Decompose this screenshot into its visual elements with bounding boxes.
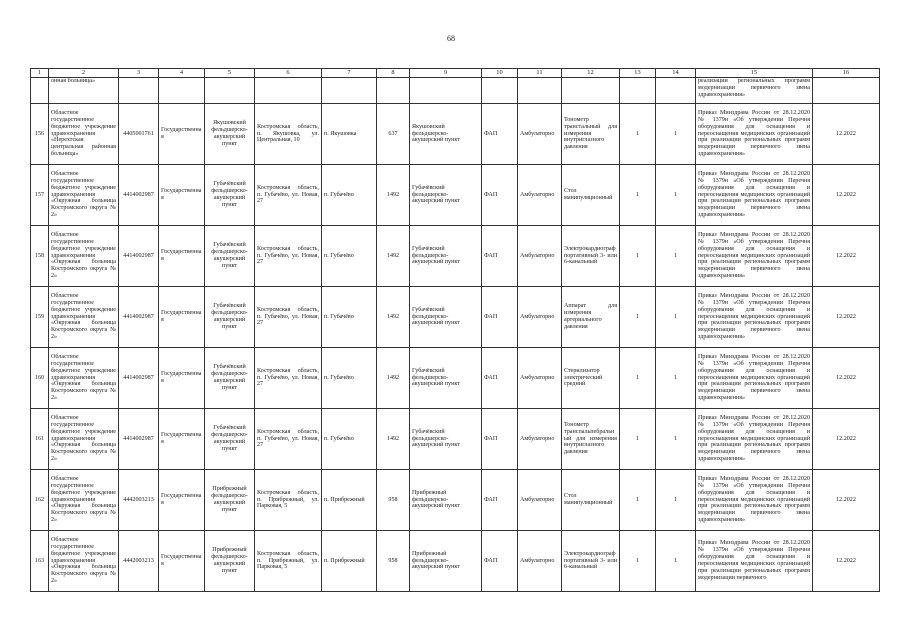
- equipment-name: Электрокардиограф портативный 3- или 6-канальный: [562, 531, 620, 592]
- facility-type: ФАП: [482, 226, 518, 287]
- organization-name: Областное государственное бюджетное учреждение здравоохранения «Нерехтская центральная районная больница»: [49, 104, 119, 165]
- quantity-col13: 1: [620, 409, 656, 470]
- continued-organization: онная больница»: [49, 78, 119, 104]
- settlement-name: п. Губачёво: [322, 287, 377, 348]
- population-count: 958: [377, 470, 410, 531]
- inn-code: 4442003213: [119, 531, 159, 592]
- row-number: 162: [31, 470, 49, 531]
- table-row: [31, 409, 880, 470]
- quantity-col14: 1: [656, 165, 696, 226]
- organization-name: Областное государственное бюджетное учреждение здравоохранения «Окружная больница Костромского округа № 2»: [49, 409, 119, 470]
- table-row: [31, 226, 880, 287]
- facility-building: Губачёвский фельдшерско-акушерский пункт: [205, 165, 255, 226]
- column-header-8: 8: [377, 69, 410, 78]
- delivery-date: 12.2022: [813, 409, 880, 470]
- organization-name: Областное государственное бюджетное учреждение здравоохранения «Окружная больница Костромского округа № 2»: [49, 226, 119, 287]
- facility-type: ФАП: [482, 287, 518, 348]
- quantity-col14: 1: [656, 226, 696, 287]
- ownership-form: Государственная: [159, 470, 205, 531]
- quantity-col13: 1: [620, 470, 656, 531]
- ownership-form: Государственная: [159, 287, 205, 348]
- facility-name: Прибрежный фельдшерско-акушерский пункт: [410, 531, 482, 592]
- row-number: 157: [31, 165, 49, 226]
- quantity-col14: 1: [656, 104, 696, 165]
- population-count: 1492: [377, 409, 410, 470]
- column-header-12: 12: [562, 69, 620, 78]
- organization-name: Областное государственное бюджетное учреждение здравоохранения «Окружная больница Костромского округа № 2»: [49, 287, 119, 348]
- care-type: Амбулаторно: [518, 348, 562, 409]
- table-row: [31, 470, 880, 531]
- facility-name: Губачёвский фельдшерско-акушерский пункт: [410, 287, 482, 348]
- table-body: [31, 69, 880, 592]
- equipment-name: Стол манипуляционный: [562, 470, 620, 531]
- column-header-6: 6: [255, 69, 322, 78]
- equipment-name: Тонометр транстальный для измерения внутриглазного давления: [562, 104, 620, 165]
- inn-code: 4414002987: [119, 165, 159, 226]
- table-row: [31, 165, 880, 226]
- facility-address: Костромская область, п. Прибрежный, ул. Парковая, 5: [255, 470, 322, 531]
- quantity-col14: 1: [656, 470, 696, 531]
- equipment-name: Стерилизатор электрический средний: [562, 348, 620, 409]
- continued-basis: реализации региональных программ модернизации первичного звена здравоохранения»: [696, 78, 813, 104]
- page-number: 68: [447, 34, 455, 43]
- quantity-col13: 1: [620, 165, 656, 226]
- column-header-10: 10: [482, 69, 518, 78]
- delivery-date: 12.2022: [813, 531, 880, 592]
- header-row: [31, 69, 880, 78]
- table-row: [31, 531, 880, 592]
- organization-name: Областное государственное бюджетное учреждение здравоохранения «Окружная больница Костромского округа № 2»: [49, 348, 119, 409]
- facility-building: Прибрежный фельдшерско-акушерский пункт: [205, 531, 255, 592]
- regulatory-basis: Приказ Минздрава России от 28.12.2020 № 1379н «Об утверждении Перечня оборудования для оснащения и переоснащения медицинских организаций при реализации региональных программ модернизации первичного звена здравоохранения»: [696, 104, 813, 165]
- population-count: 1492: [377, 287, 410, 348]
- facility-address: Костромская область, п. Прибрежный, ул. Парковая, 5: [255, 531, 322, 592]
- inn-code: 4442003213: [119, 470, 159, 531]
- facility-name: Якушовский фельдшерско-акушерский пункт: [410, 104, 482, 165]
- inn-code: 4414002987: [119, 287, 159, 348]
- quantity-col13: 1: [620, 348, 656, 409]
- facility-name: Губачёвский фельдшерско-акушерский пункт: [410, 409, 482, 470]
- equipment-table: [30, 68, 880, 592]
- facility-building: Губачёвский фельдшерско-акушерский пункт: [205, 226, 255, 287]
- quantity-col13: 1: [620, 104, 656, 165]
- inn-code: 4414002987: [119, 409, 159, 470]
- column-header-7: 7: [322, 69, 377, 78]
- delivery-date: 12.2022: [813, 165, 880, 226]
- regulatory-basis: Приказ Минздрава России от 28.12.2020 № 1379н «Об утверждении Перечня оборудования для оснащения и переоснащения медицинских организаций при реализации региональных программ модернизации первичного: [696, 531, 813, 592]
- column-header-4: 4: [159, 69, 205, 78]
- regulatory-basis: Приказ Минздрава России от 28.12.2020 № 1379н «Об утверждении Перечня оборудования для оснащения и переоснащения медицинских организаций при реализации региональных программ модернизации первичного звена здравоохранения»: [696, 409, 813, 470]
- continuation-row: [31, 78, 880, 104]
- organization-name: Областное государственное бюджетное учреждение здравоохранения «Окружная больница Костромского округа № 2»: [49, 531, 119, 592]
- regulatory-basis: Приказ Минздрава России от 28.12.2020 № 1379н «Об утверждении Перечня оборудования для оснащения и переоснащения медицинских организаций при реализации региональных программ модернизации первичного звена здравоохранения»: [696, 165, 813, 226]
- regulatory-basis: Приказ Минздрава России от 28.12.2020 № 1379н «Об утверждении Перечня оборудования для оснащения и переоснащения медицинских организаций при реализации региональных программ модернизации первичного звена здравоохранения»: [696, 470, 813, 531]
- facility-name: Губачёвский фельдшерско-акушерский пункт: [410, 165, 482, 226]
- facility-address: Костромская область, п. Губачёво, ул. Новая, 27: [255, 165, 322, 226]
- inn-code: 4414002987: [119, 348, 159, 409]
- column-header-11: 11: [518, 69, 562, 78]
- equipment-name: Электрокардиограф портативный 3- или 6-канальный: [562, 226, 620, 287]
- quantity-col14: 1: [656, 409, 696, 470]
- equipment-name: Стол манипуляционный: [562, 165, 620, 226]
- facility-building: Якушовский фельдшерско-акушерский пункт: [205, 104, 255, 165]
- ownership-form: Государственная: [159, 226, 205, 287]
- quantity-col14: 1: [656, 531, 696, 592]
- facility-address: Костромская область, п. Губачёво, ул. Новая, 27: [255, 348, 322, 409]
- column-header-9: 9: [410, 69, 482, 78]
- care-type: Амбулаторно: [518, 287, 562, 348]
- delivery-date: 12.2022: [813, 226, 880, 287]
- equipment-name: Аппарат для измерения артериального давления: [562, 287, 620, 348]
- facility-address: Костромская область, п. Якушовка, ул. Центральная, 10: [255, 104, 322, 165]
- ownership-form: Государственная: [159, 104, 205, 165]
- table-row: [31, 348, 880, 409]
- facility-building: Губачёвский фельдшерско-акушерский пункт: [205, 287, 255, 348]
- care-type: Амбулаторно: [518, 531, 562, 592]
- inn-code: 4405001761: [119, 104, 159, 165]
- quantity-col14: 1: [656, 348, 696, 409]
- facility-building: Прибрежный фельдшерско-акушерский пункт: [205, 470, 255, 531]
- delivery-date: 12.2022: [813, 104, 880, 165]
- care-type: Амбулаторно: [518, 165, 562, 226]
- population-count: 958: [377, 531, 410, 592]
- regulatory-basis: Приказ Минздрава России от 28.12.2020 № 1379н «Об утверждении Перечня оборудования для оснащения и переоснащения медицинских организаций при реализации региональных программ модернизации первичного звена здравоохранения»: [696, 287, 813, 348]
- quantity-col13: 1: [620, 531, 656, 592]
- column-header-3: 3: [119, 69, 159, 78]
- quantity-col13: 1: [620, 226, 656, 287]
- facility-address: Костромская область, п. Губачёво, ул. Новая, 27: [255, 287, 322, 348]
- facility-name: Губачёвский фельдшерско-акушерский пункт: [410, 348, 482, 409]
- care-type: Амбулаторно: [518, 470, 562, 531]
- facility-type: ФАП: [482, 104, 518, 165]
- organization-name: Областное государственное бюджетное учреждение здравоохранения «Окружная больница Костромского округа № 2»: [49, 165, 119, 226]
- population-count: 637: [377, 104, 410, 165]
- regulatory-basis: Приказ Минздрава России от 28.12.2020 № 1379н «Об утверждении Перечня оборудования для оснащения и переоснащения медицинских организаций при реализации региональных программ модернизации первичного звена здравоохранения»: [696, 348, 813, 409]
- row-number: 161: [31, 409, 49, 470]
- facility-type: ФАП: [482, 348, 518, 409]
- row-number: 158: [31, 226, 49, 287]
- organization-name: Областное государственное бюджетное учреждение здравоохранения «Окружная больница Костромского округа № 2»: [49, 470, 119, 531]
- facility-building: Губачёвский фельдшерско-акушерский пункт: [205, 348, 255, 409]
- row-number: 156: [31, 104, 49, 165]
- facility-type: ФАП: [482, 165, 518, 226]
- facility-name: Прибрежный фельдшерско-акушерский пункт: [410, 470, 482, 531]
- ownership-form: Государственная: [159, 409, 205, 470]
- settlement-name: п. Якушовка: [322, 104, 377, 165]
- facility-type: ФАП: [482, 409, 518, 470]
- column-header-5: 5: [205, 69, 255, 78]
- column-header-14: 14: [656, 69, 696, 78]
- row-number: 160: [31, 348, 49, 409]
- population-count: 1492: [377, 165, 410, 226]
- care-type: Амбулаторно: [518, 104, 562, 165]
- facility-type: ФАП: [482, 531, 518, 592]
- ownership-form: Государственная: [159, 348, 205, 409]
- column-header-16: 16: [813, 69, 880, 78]
- table-row: [31, 287, 880, 348]
- row-number: 159: [31, 287, 49, 348]
- facility-type: ФАП: [482, 470, 518, 531]
- settlement-name: п. Губачёво: [322, 165, 377, 226]
- settlement-name: п. Прибрежный: [322, 470, 377, 531]
- settlement-name: п. Прибрежный: [322, 531, 377, 592]
- population-count: 1492: [377, 348, 410, 409]
- facility-name: Губачёвский фельдшерско-акушерский пункт: [410, 226, 482, 287]
- column-header-1: 1: [31, 69, 49, 78]
- column-header-15: 15: [696, 69, 813, 78]
- regulatory-basis: Приказ Минздрава России от 28.12.2020 № 1379н «Об утверждении Перечня оборудования для оснащения и переоснащения медицинских организаций при реализации региональных программ модернизации первичного звена здравоохранения»: [696, 226, 813, 287]
- care-type: Амбулаторно: [518, 226, 562, 287]
- facility-building: Губачёвский фельдшерско-акушерский пункт: [205, 409, 255, 470]
- quantity-col14: 1: [656, 287, 696, 348]
- facility-address: Костромская область, п. Губачёво, ул. Новая, 27: [255, 226, 322, 287]
- settlement-name: п. Губачёво: [322, 348, 377, 409]
- ownership-form: Государственная: [159, 165, 205, 226]
- quantity-col13: 1: [620, 287, 656, 348]
- ownership-form: Государственная: [159, 531, 205, 592]
- delivery-date: 12.2022: [813, 470, 880, 531]
- population-count: 1492: [377, 226, 410, 287]
- column-header-2: 2: [49, 69, 119, 78]
- care-type: Амбулаторно: [518, 409, 562, 470]
- row-number: 163: [31, 531, 49, 592]
- column-header-13: 13: [620, 69, 656, 78]
- equipment-name: Тонометр транспальпебральный для измерения внутриглазного давления: [562, 409, 620, 470]
- delivery-date: 12.2022: [813, 348, 880, 409]
- settlement-name: п. Губачёво: [322, 226, 377, 287]
- facility-address: Костромская область, п. Губачёво, ул. Новая, 27: [255, 409, 322, 470]
- settlement-name: п. Губачёво: [322, 409, 377, 470]
- delivery-date: 12.2022: [813, 287, 880, 348]
- inn-code: 4414002987: [119, 226, 159, 287]
- table-row: [31, 104, 880, 165]
